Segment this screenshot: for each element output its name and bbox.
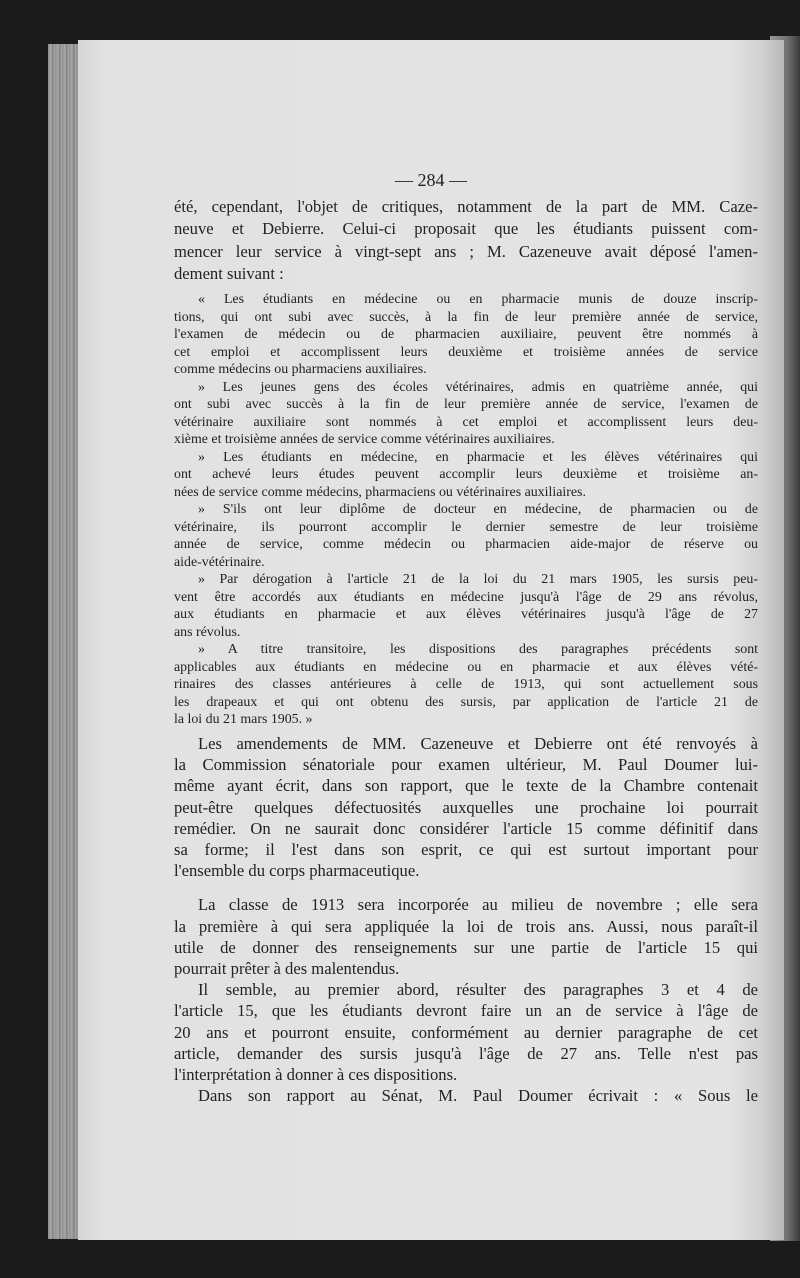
- page-number: — 284 —: [395, 170, 467, 190]
- quote-line: aux étudiants en pharmacie et aux élèves vétérinaires jusqu'à l'âge de 27: [174, 607, 758, 622]
- quote-line: vétérinaire, ils pourront accomplir le dernier semestre de leur troisième: [174, 519, 758, 535]
- text-line: la Commission sénatoriale pour examen ultérieur, M. Paul Doumer lui-: [174, 755, 758, 775]
- text-line: l'ensemble du corps pharmaceutique.: [174, 861, 420, 881]
- quote-line: la loi du 21 mars 1905. »: [174, 712, 313, 727]
- page-sheet: [78, 40, 784, 1240]
- text-line: Il semble, au premier abord, résulter des paragraphes 3 et 4 de: [198, 980, 758, 1000]
- text-line: Les amendements de MM. Cazeneuve et Debierre ont été renvoyés à: [198, 734, 758, 753]
- quote-line: vent être accordés aux étudiants en médecine jusqu'à l'âge de 29 ans révolus,: [174, 589, 758, 605]
- quote-line: tions, qui ont subi avec succès, à la fin de leur première année de service,: [174, 309, 758, 325]
- text-line: même ayant écrit, dans son rapport, que le texte de la Chambre contenait: [174, 776, 758, 796]
- text-line: neuve et Debierre. Celui-ci proposait que les étudiants puissent com-: [174, 219, 758, 239]
- text-line: article, demander des sursis jusqu'à l'âge de 27 ans. Telle n'est pas: [174, 1043, 758, 1063]
- text-line: remédier. On ne saurait donc considérer l'article 15 comme définitif dans: [174, 818, 758, 838]
- text-line: l'interprétation à donner à ces dispositions.: [174, 1065, 458, 1085]
- text-line: Dans son rapport au Sénat, M. Paul Doumer écrivait : « Sous le: [198, 1086, 758, 1106]
- text-line: 20 ans et pourront ensuite, conformément au dernier paragraphe de cet: [174, 1022, 758, 1042]
- text-line: l'article 15, que les étudiants devront faire un an de service à l'âge de: [174, 1001, 758, 1021]
- quote-line: » Les étudiants en médecine, en pharmacie et les élèves vétérinaires qui: [198, 449, 758, 465]
- quote-line: nées de service comme médecins, pharmaciens ou vétérinaires auxiliaires.: [174, 484, 586, 500]
- quote-line: » Par dérogation à l'article 21 de la loi du 21 mars 1905, les sursis peu-: [198, 572, 758, 587]
- text-line: la première à qui sera appliquée la loi de trois ans. Aussi, nous paraît-il: [174, 916, 758, 936]
- quote-line: l'examen de médecin ou de pharmacien auxiliaire, peuvent être nommés à: [174, 327, 758, 342]
- quote-line: ont subi avec succès à la fin de leur première année de service, l'examen de: [174, 397, 758, 412]
- quote-line: ont achevé leurs études peuvent accomplir leurs deuxième et troisième an-: [174, 467, 758, 482]
- amendment-quotation: [174, 291, 758, 729]
- quote-line: aide-vétérinaire.: [174, 554, 265, 570]
- quote-line: les drapeaux et qui ont obtenu des sursis, par application de l'article 21 de: [174, 694, 758, 710]
- text-line: été, cependant, l'objet de critiques, notamment de la part de MM. Caze-: [174, 197, 758, 216]
- quote-line: « Les étudiants en médecine ou en pharmacie munis de douze inscrip-: [198, 292, 758, 307]
- main-text: [174, 733, 758, 1106]
- quote-line: » A titre transitoire, les dispositions des paragraphes précédents sont: [198, 642, 758, 657]
- quote-line: applicables aux étudiants en médecine ou en pharmacie et aux élèves vété-: [174, 659, 758, 675]
- quote-line: xième et troisième années de service comme vétérinaires auxiliaires.: [174, 432, 555, 447]
- text-line: dement suivant :: [174, 263, 284, 283]
- quote-line: vétérinaire auxiliaire sont nommés à cet emploi et accomplissent leurs deu-: [174, 414, 758, 430]
- text-line: La classe de 1913 sera incorporée au milieu de novembre ; elle sera: [198, 895, 758, 915]
- intro-paragraph: [174, 196, 758, 285]
- quote-line: cet emploi et accomplissent leurs deuxième et troisième années de service: [174, 344, 758, 360]
- text-line: sa forme; il l'est dans son esprit, ce qui est surtout important pour: [174, 840, 758, 860]
- quote-line: comme médecins ou pharmaciens auxiliaires.: [174, 362, 427, 377]
- text-line: utile de donner des renseignements sur une partie de l'article 15 qui: [174, 937, 758, 957]
- quote-line: année de service, comme médecin ou pharmacien aide-major de réserve ou: [174, 537, 758, 552]
- quote-line: » Les jeunes gens des écoles vétérinaires, admis en quatrième année, qui: [198, 379, 758, 395]
- text-line: mencer leur service à vingt-sept ans ; M. Cazeneuve avait déposé l'amen-: [174, 241, 758, 261]
- quote-line: » S'ils ont leur diplôme de docteur en médecine, de pharmacien ou de: [198, 502, 758, 517]
- text-line: pourrait prêter à des malentendus.: [174, 959, 400, 979]
- book-page-edges: [48, 44, 82, 1239]
- text-line: peut-être quelques défectuosités auxquelles une prochaine loi pourrait: [174, 797, 758, 817]
- quote-line: ans révolus.: [174, 624, 241, 640]
- quote-line: rinaires des classes antérieures à celle de 1913, qui sont actuellement sous: [174, 677, 758, 692]
